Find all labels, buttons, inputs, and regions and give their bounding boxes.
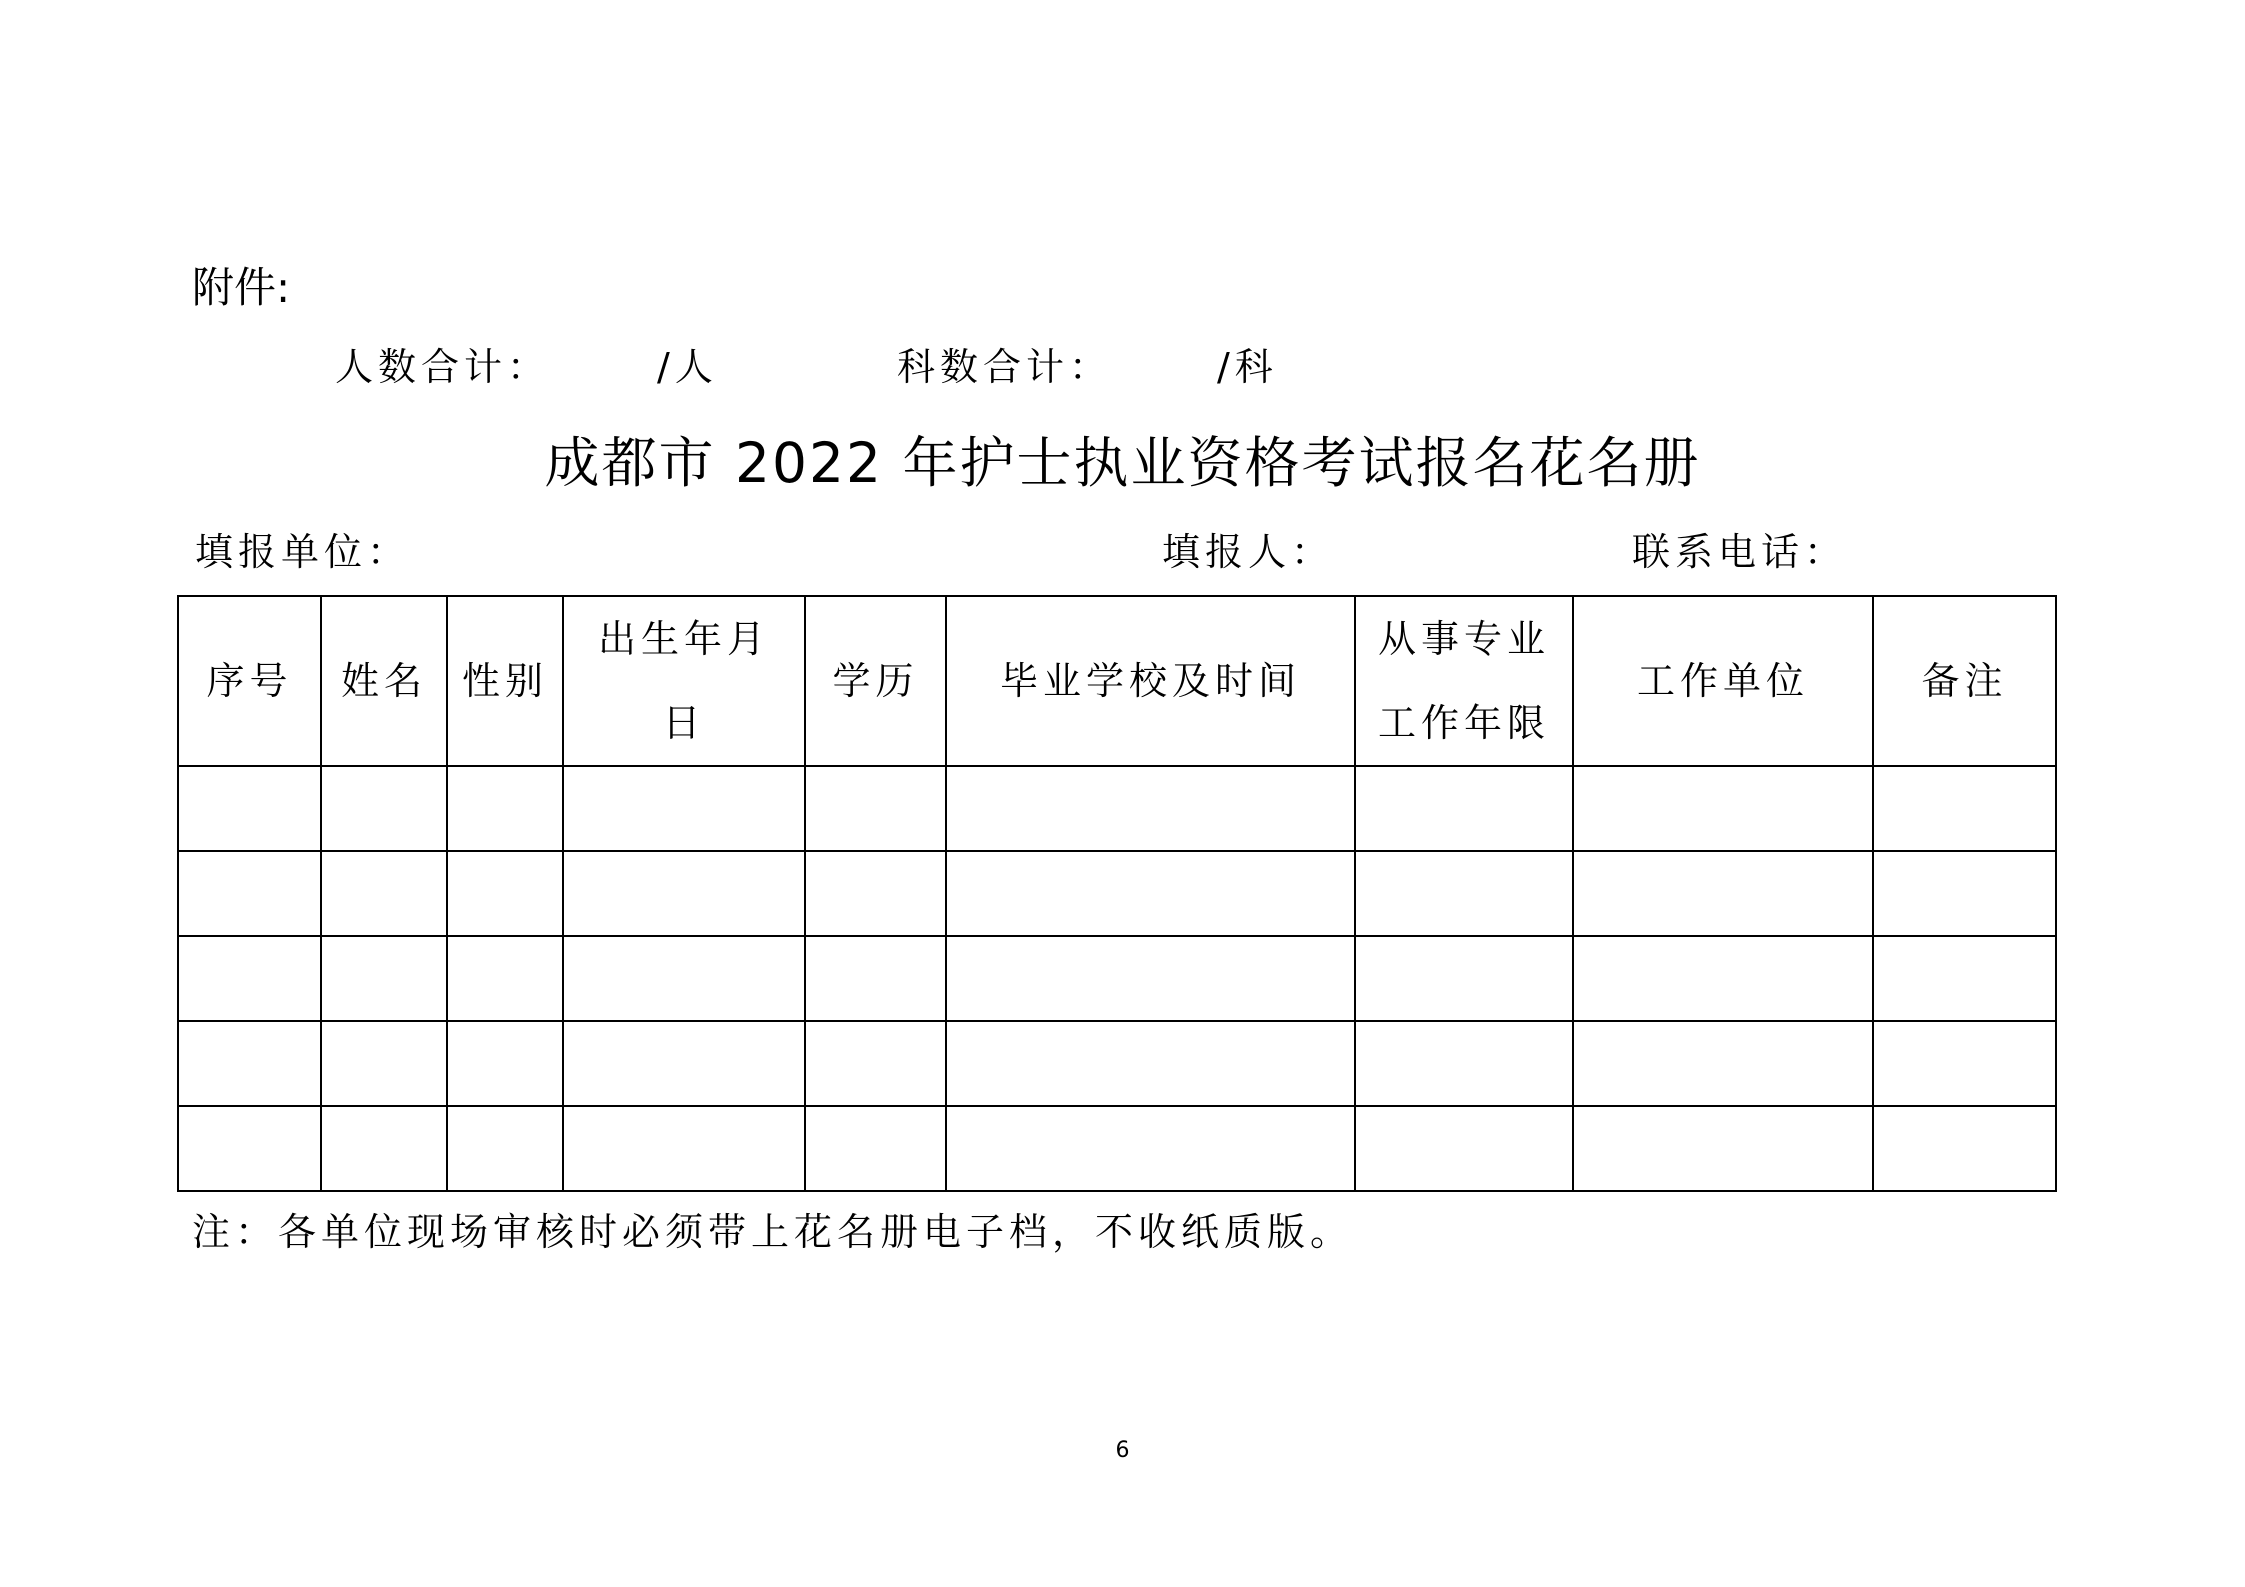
table-cell[interactable] [447, 1021, 563, 1106]
subjects-total-label: 科数合计： [897, 345, 1113, 389]
table-cell[interactable] [805, 766, 946, 851]
table-row [178, 936, 2056, 1021]
registration-roster-table [177, 595, 2057, 1192]
attachment-label: 附件: [192, 263, 291, 312]
table-cell[interactable] [447, 1106, 563, 1191]
page-number: 6 [1115, 1438, 1130, 1463]
table-row [178, 1021, 2056, 1106]
table-cell[interactable] [1873, 936, 2056, 1021]
table-cell[interactable] [1355, 1106, 1573, 1191]
table-row [178, 766, 2056, 851]
table-cell[interactable] [1573, 766, 1873, 851]
table-cell[interactable] [321, 936, 447, 1021]
table-cell[interactable] [1355, 851, 1573, 936]
table-cell[interactable] [1573, 936, 1873, 1021]
table-cell[interactable] [1873, 1106, 2056, 1191]
table-cell[interactable] [321, 766, 447, 851]
table-cell[interactable] [321, 1021, 447, 1106]
table-cell[interactable] [321, 1106, 447, 1191]
table-cell[interactable] [1573, 851, 1873, 936]
table-cell[interactable] [1355, 936, 1573, 1021]
table-cell[interactable] [563, 1021, 805, 1106]
table-cell[interactable] [321, 851, 447, 936]
table-cell[interactable] [805, 936, 946, 1021]
table-cell[interactable] [805, 1106, 946, 1191]
header-education: 学历 [805, 596, 946, 766]
header-serial-number: 序号 [178, 596, 321, 766]
table-cell[interactable] [178, 936, 321, 1021]
table-cell[interactable] [805, 851, 946, 936]
footnote: 注：各单位现场审核时必须带上花名册电子档，不收纸质版。 [192, 1210, 1354, 1254]
reporting-unit-label: 填报单位： [195, 530, 411, 574]
table-cell[interactable] [1873, 766, 2056, 851]
header-school-and-graduation: 毕业学校及时间 [946, 596, 1355, 766]
table-cell[interactable] [946, 1021, 1355, 1106]
table-cell[interactable] [178, 1021, 321, 1106]
table-cell[interactable] [178, 851, 321, 936]
table-cell[interactable] [563, 936, 805, 1021]
table-cell[interactable] [805, 1021, 946, 1106]
table-cell[interactable] [178, 766, 321, 851]
header-birth-date: 出生年月 日 [563, 596, 805, 766]
subjects-total-suffix: /科 [1217, 345, 1278, 389]
table-cell[interactable] [563, 1106, 805, 1191]
table-row [178, 1106, 2056, 1191]
table-cell[interactable] [1573, 1021, 1873, 1106]
contact-phone-label: 联系电话： [1632, 530, 1848, 574]
table-cell[interactable] [447, 936, 563, 1021]
header-years-in-profession: 从事专业 工作年限 [1355, 596, 1573, 766]
table-cell[interactable] [1573, 1106, 1873, 1191]
table-cell[interactable] [447, 766, 563, 851]
table-cell[interactable] [1355, 766, 1573, 851]
table-cell[interactable] [1873, 851, 2056, 936]
table-cell[interactable] [946, 1106, 1355, 1191]
table-cell[interactable] [946, 851, 1355, 936]
table-cell[interactable] [563, 851, 805, 936]
table-cell[interactable] [447, 851, 563, 936]
header-gender: 性别 [447, 596, 563, 766]
people-total-label: 人数合计： [335, 345, 551, 389]
header-work-unit: 工作单位 [1573, 596, 1873, 766]
reporter-label: 填报人： [1162, 530, 1335, 574]
table-cell[interactable] [563, 766, 805, 851]
people-total-suffix: /人 [657, 345, 718, 389]
table-row [178, 851, 2056, 936]
table-cell[interactable] [1873, 1021, 2056, 1106]
header-remarks: 备注 [1873, 596, 2056, 766]
table-cell[interactable] [178, 1106, 321, 1191]
page-title: 成都市 2022 年护士执业资格考试报名花名册 [544, 431, 1701, 495]
table-header-row [178, 596, 2056, 766]
table-cell[interactable] [946, 936, 1355, 1021]
table-cell[interactable] [1355, 1021, 1573, 1106]
table-cell[interactable] [946, 766, 1355, 851]
header-name: 姓名 [321, 596, 447, 766]
